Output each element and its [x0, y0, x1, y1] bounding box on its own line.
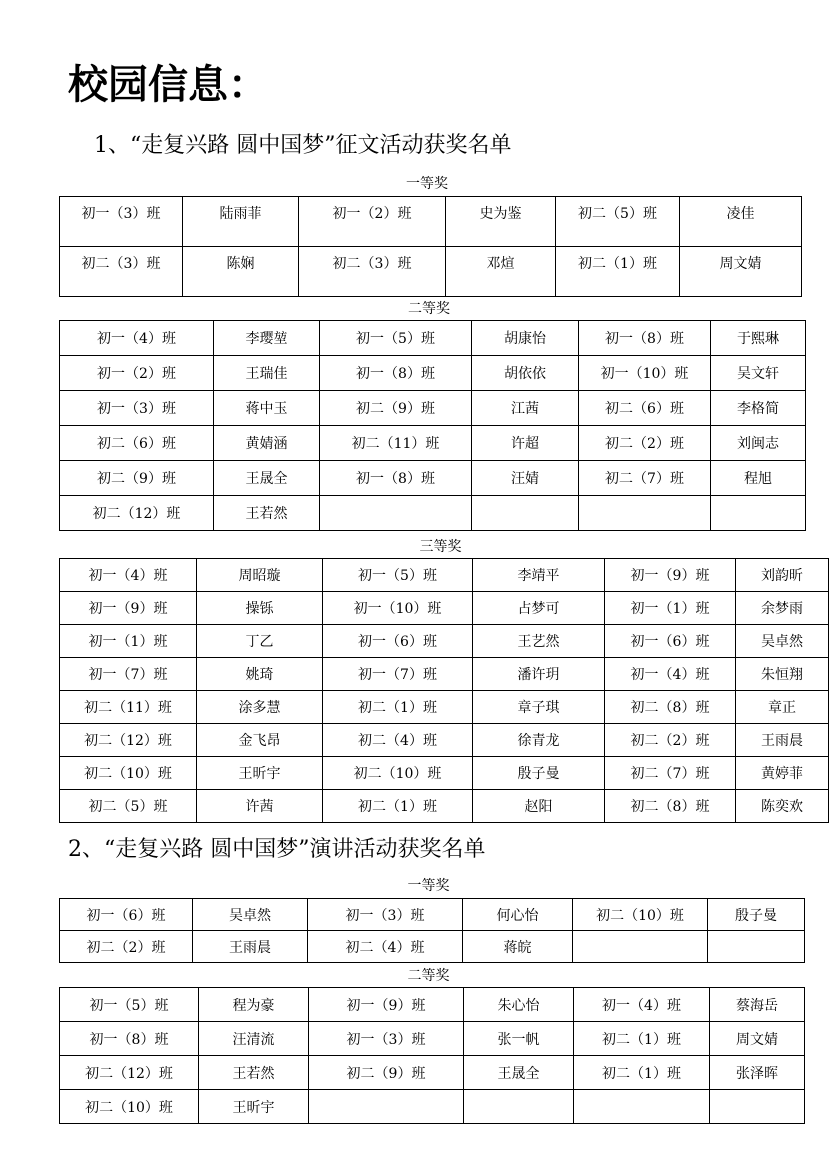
student-name-cell: 占梦可: [473, 592, 605, 625]
class-cell: 初一（9）班: [60, 592, 197, 625]
class-cell: 初一（5）班: [60, 988, 199, 1022]
student-name-cell: 于熙琳: [711, 321, 806, 356]
table-row: [60, 1022, 805, 1056]
award-table: [59, 898, 805, 963]
award-table: [59, 196, 802, 297]
table-row: [60, 625, 829, 658]
class-cell: 初一（4）班: [574, 988, 710, 1022]
class-cell: 初二（6）班: [60, 426, 214, 461]
student-name-cell: 吴文轩: [711, 356, 806, 391]
student-name-cell: 胡依依: [472, 356, 579, 391]
student-name-cell: 张一帆: [464, 1022, 574, 1056]
student-name-cell: 王若然: [199, 1056, 309, 1090]
class-cell: [579, 496, 711, 531]
class-cell: 初二（5）班: [60, 790, 197, 823]
student-name-cell: 周昭璇: [197, 559, 323, 592]
class-cell: 初一（8）班: [320, 356, 472, 391]
class-cell: 初二（9）班: [309, 1056, 464, 1090]
student-name-cell: 徐青龙: [473, 724, 605, 757]
student-name-cell: [708, 931, 805, 963]
class-cell: 初二（9）班: [60, 461, 214, 496]
table-row: [60, 931, 805, 963]
class-cell: 初二（1）班: [574, 1056, 710, 1090]
student-name-cell: 蔡海岳: [710, 988, 805, 1022]
class-cell: 初一（8）班: [60, 1022, 199, 1056]
class-cell: 初二（7）班: [605, 757, 736, 790]
student-name-cell: 殷子曼: [473, 757, 605, 790]
student-name-cell: [464, 1090, 574, 1124]
table-row: [60, 461, 806, 496]
table-row: [60, 899, 805, 931]
student-name-cell: 蒋中玉: [214, 391, 320, 426]
class-cell: 初二（2）班: [60, 931, 193, 963]
student-name-cell: [472, 496, 579, 531]
student-name-cell: 黄婧涵: [214, 426, 320, 461]
student-name-cell: 黄婷菲: [736, 757, 829, 790]
class-cell: 初一（5）班: [320, 321, 472, 356]
student-name-cell: 程旭: [711, 461, 806, 496]
award-table: [59, 987, 805, 1124]
table-row: [60, 391, 806, 426]
student-name-cell: 周文婧: [680, 247, 802, 297]
student-name-cell: 殷子曼: [708, 899, 805, 931]
class-cell: 初二（1）班: [574, 1022, 710, 1056]
class-cell: 初二（12）班: [60, 1056, 199, 1090]
student-name-cell: 李格简: [711, 391, 806, 426]
student-name-cell: 陈娴: [183, 247, 299, 297]
class-cell: 初二（2）班: [579, 426, 711, 461]
class-cell: 初二（3）班: [299, 247, 446, 297]
class-cell: 初一（7）班: [60, 658, 197, 691]
section-heading-essay: 1、“走复兴路 圆中国梦”征文活动获奖名单: [94, 133, 512, 158]
class-cell: 初二（3）班: [60, 247, 183, 297]
award-label: 三等奖: [419, 539, 462, 555]
class-cell: 初一（5）班: [323, 559, 473, 592]
class-cell: 初一（3）班: [60, 197, 183, 247]
class-cell: 初二（8）班: [605, 790, 736, 823]
table-row: [60, 426, 806, 461]
class-cell: [574, 1090, 710, 1124]
student-name-cell: 余梦雨: [736, 592, 829, 625]
table-row: [60, 757, 829, 790]
student-name-cell: 汪清流: [199, 1022, 309, 1056]
class-cell: 初一（9）班: [309, 988, 464, 1022]
student-name-cell: 姚琦: [197, 658, 323, 691]
class-cell: 初一（8）班: [579, 321, 711, 356]
class-cell: 初二（10）班: [60, 757, 197, 790]
student-name-cell: 许茜: [197, 790, 323, 823]
student-name-cell: 王晟全: [214, 461, 320, 496]
student-name-cell: 丁乙: [197, 625, 323, 658]
class-cell: 初一（8）班: [320, 461, 472, 496]
class-cell: 初一（10）班: [323, 592, 473, 625]
class-cell: 初一（2）班: [60, 356, 214, 391]
student-name-cell: 许超: [472, 426, 579, 461]
table-row: [60, 988, 805, 1022]
class-cell: 初二（9）班: [320, 391, 472, 426]
class-cell: 初二（5）班: [556, 197, 680, 247]
award-label: 二等奖: [408, 301, 450, 317]
student-name-cell: 赵阳: [473, 790, 605, 823]
student-name-cell: 张泽晖: [710, 1056, 805, 1090]
student-name-cell: 陆雨菲: [183, 197, 299, 247]
student-name-cell: 王瑞佳: [214, 356, 320, 391]
award-table: [59, 558, 829, 823]
table-row: [60, 1056, 805, 1090]
class-cell: 初二（10）班: [573, 899, 708, 931]
student-name-cell: 凌佳: [680, 197, 802, 247]
table-row: [60, 356, 806, 391]
student-name-cell: [710, 1090, 805, 1124]
table-row: [60, 691, 829, 724]
section-heading-speech: 2、“走复兴路 圆中国梦”演讲活动获奖名单: [68, 837, 486, 862]
student-name-cell: 吴卓然: [193, 899, 308, 931]
student-name-cell: 涂多慧: [197, 691, 323, 724]
class-cell: 初一（9）班: [605, 559, 736, 592]
award-table: [59, 320, 806, 531]
class-cell: 初一（4）班: [60, 321, 214, 356]
student-name-cell: 刘韵昕: [736, 559, 829, 592]
class-cell: 初二（10）班: [323, 757, 473, 790]
table-row: [60, 559, 829, 592]
class-cell: 初二（11）班: [320, 426, 472, 461]
class-cell: 初二（1）班: [323, 790, 473, 823]
student-name-cell: [711, 496, 806, 531]
table-row: [60, 658, 829, 691]
class-cell: 初一（1）班: [605, 592, 736, 625]
student-name-cell: 操铄: [197, 592, 323, 625]
student-name-cell: 程为豪: [199, 988, 309, 1022]
student-name-cell: 胡康怡: [472, 321, 579, 356]
class-cell: 初一（6）班: [323, 625, 473, 658]
student-name-cell: 章正: [736, 691, 829, 724]
class-cell: [573, 931, 708, 963]
table-row: [60, 592, 829, 625]
student-name-cell: 王艺然: [473, 625, 605, 658]
class-cell: 初二（7）班: [579, 461, 711, 496]
award-label: 一等奖: [406, 176, 448, 192]
class-cell: 初一（3）班: [308, 899, 463, 931]
student-name-cell: 金飞昂: [197, 724, 323, 757]
class-cell: 初二（8）班: [605, 691, 736, 724]
award-label: 二等奖: [407, 968, 450, 984]
class-cell: 初一（3）班: [60, 391, 214, 426]
class-cell: 初一（3）班: [309, 1022, 464, 1056]
student-name-cell: 江茜: [472, 391, 579, 426]
student-name-cell: 王若然: [214, 496, 320, 531]
class-cell: 初二（11）班: [60, 691, 197, 724]
class-cell: 初二（6）班: [579, 391, 711, 426]
table-row: [60, 724, 829, 757]
student-name-cell: 刘闽志: [711, 426, 806, 461]
table-row: [60, 247, 802, 297]
student-name-cell: 朱心怡: [464, 988, 574, 1022]
table-row: [60, 790, 829, 823]
class-cell: 初二（4）班: [308, 931, 463, 963]
student-name-cell: 潘许玥: [473, 658, 605, 691]
table-row: [60, 496, 806, 531]
class-cell: 初一（4）班: [60, 559, 197, 592]
class-cell: 初一（10）班: [579, 356, 711, 391]
class-cell: [320, 496, 472, 531]
award-label: 一等奖: [407, 878, 450, 894]
class-cell: 初一（4）班: [605, 658, 736, 691]
student-name-cell: 王晟全: [464, 1056, 574, 1090]
student-name-cell: 蒋皖: [463, 931, 573, 963]
student-name-cell: 王雨晨: [736, 724, 829, 757]
student-name-cell: 周文婧: [710, 1022, 805, 1056]
class-cell: 初二（2）班: [605, 724, 736, 757]
student-name-cell: 汪婧: [472, 461, 579, 496]
student-name-cell: 王雨晨: [193, 931, 308, 963]
student-name-cell: 何心怡: [463, 899, 573, 931]
student-name-cell: 王昕宇: [197, 757, 323, 790]
student-name-cell: 朱恒翔: [736, 658, 829, 691]
student-name-cell: 陈奕欢: [736, 790, 829, 823]
class-cell: 初一（6）班: [605, 625, 736, 658]
student-name-cell: 史为鉴: [446, 197, 556, 247]
student-name-cell: 王昕宇: [199, 1090, 309, 1124]
class-cell: 初二（4）班: [323, 724, 473, 757]
class-cell: 初一（2）班: [299, 197, 446, 247]
class-cell: 初一（7）班: [323, 658, 473, 691]
student-name-cell: 邓煊: [446, 247, 556, 297]
class-cell: 初二（1）班: [556, 247, 680, 297]
student-name-cell: 吴卓然: [736, 625, 829, 658]
student-name-cell: 李璎堃: [214, 321, 320, 356]
student-name-cell: 章子琪: [473, 691, 605, 724]
class-cell: 初二（10）班: [60, 1090, 199, 1124]
class-cell: 初二（12）班: [60, 496, 214, 531]
class-cell: 初二（1）班: [323, 691, 473, 724]
class-cell: 初二（12）班: [60, 724, 197, 757]
class-cell: 初一（6）班: [60, 899, 193, 931]
table-row: [60, 321, 806, 356]
table-row: [60, 1090, 805, 1124]
page-title: 校园信息：: [68, 62, 268, 108]
student-name-cell: 李靖平: [473, 559, 605, 592]
class-cell: [309, 1090, 464, 1124]
table-row: [60, 197, 802, 247]
class-cell: 初一（1）班: [60, 625, 197, 658]
